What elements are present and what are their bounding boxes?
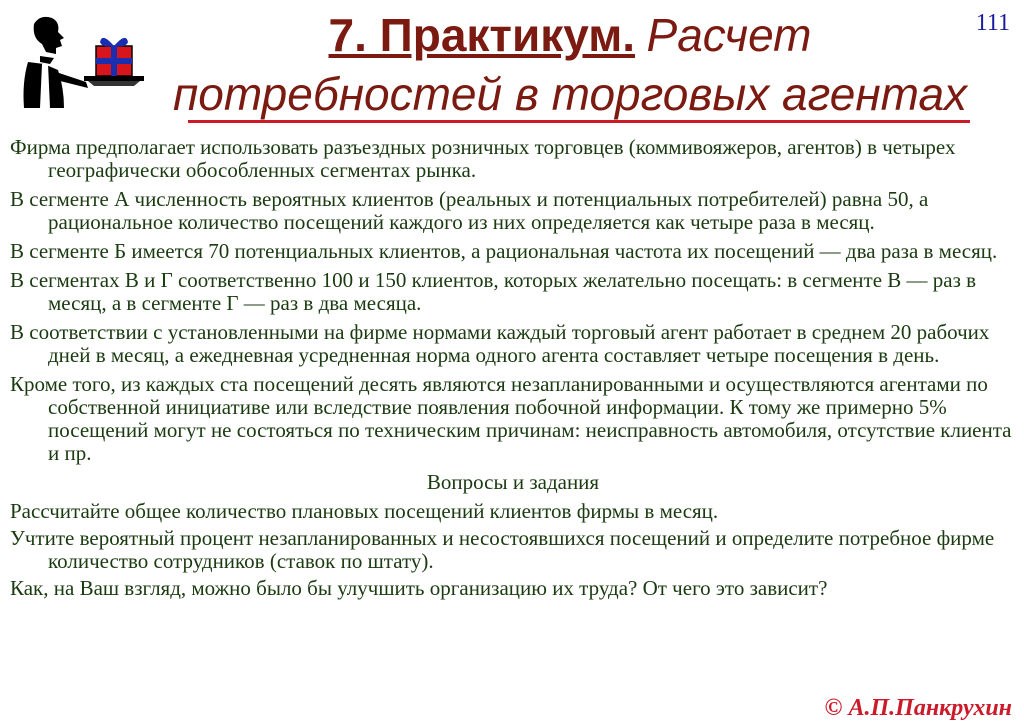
title-underline-divider <box>188 120 970 123</box>
questions-heading: Вопросы и задания <box>426 470 600 494</box>
paragraph-segment-b: В сегменте Б имеется 70 потенциальных клиентов, а рациональная частота их посещений — два раза в месяц. <box>10 239 998 263</box>
question-item: Рассчитайте общее количество плановых посещений клиентов фирмы в месяц. <box>10 499 719 523</box>
paragraph-segment-a: В сегменте А численность вероятных клиентов (реальных и потенциальных потребителей) равна 50, а рациональное количество посещений каждого из них определяется как четыре раза в месяц. <box>10 187 929 234</box>
copyright-label: © А.П.Панкрухин <box>824 695 1012 721</box>
question-item: Учтите вероятный процент незапланированных и несостоявшихся посещений и определите потребное фирме количество сотрудников (ставок по штату). <box>10 526 995 573</box>
paragraph-norms: В соответствии с установленными на фирме нормами каждый торговый агент работает в среднем 20 рабочих дней в месяц, а ежедневная усредненная норма одного агента составляет четыре посещения в день. <box>10 320 990 367</box>
slide-body <box>10 136 1016 604</box>
paragraph-segments-v-g: В сегментах В и Г соответственно 100 и 150 клиентов, которых желательно посещать: в сегменте В — раз в месяц, а в сегменте Г — раз в два месяца. <box>10 268 977 315</box>
paragraph-intro: Фирма предполагает использовать разъездных розничных торговцев (коммивояжеров, агентов) в четырех географически обособленных сегментах рынка. <box>10 135 956 182</box>
title-italic-part-2: потребностей в торговых агентах <box>172 68 968 120</box>
title-italic-part-1: Расчет <box>646 9 812 61</box>
page-title <box>150 6 990 123</box>
title-bold: 7. Практикум. <box>328 9 636 61</box>
question-item: Как, на Ваш взгляд, можно было бы улучшить организацию их труда? От чего это зависит? <box>10 576 828 600</box>
paragraph-unplanned-visits: Кроме того, из каждых ста посещений десять являются незапланированными и осуществляются агентами по собственной инициативе или вследствие появления побочной информации. К тому же примерно 5% посещений могут не состояться по техническим причинам: неисправность автомобиля, отсутствие клиента и пр. <box>10 372 1012 465</box>
page-number: 111 <box>975 10 1010 36</box>
waiter-with-gift-icon <box>14 10 146 108</box>
